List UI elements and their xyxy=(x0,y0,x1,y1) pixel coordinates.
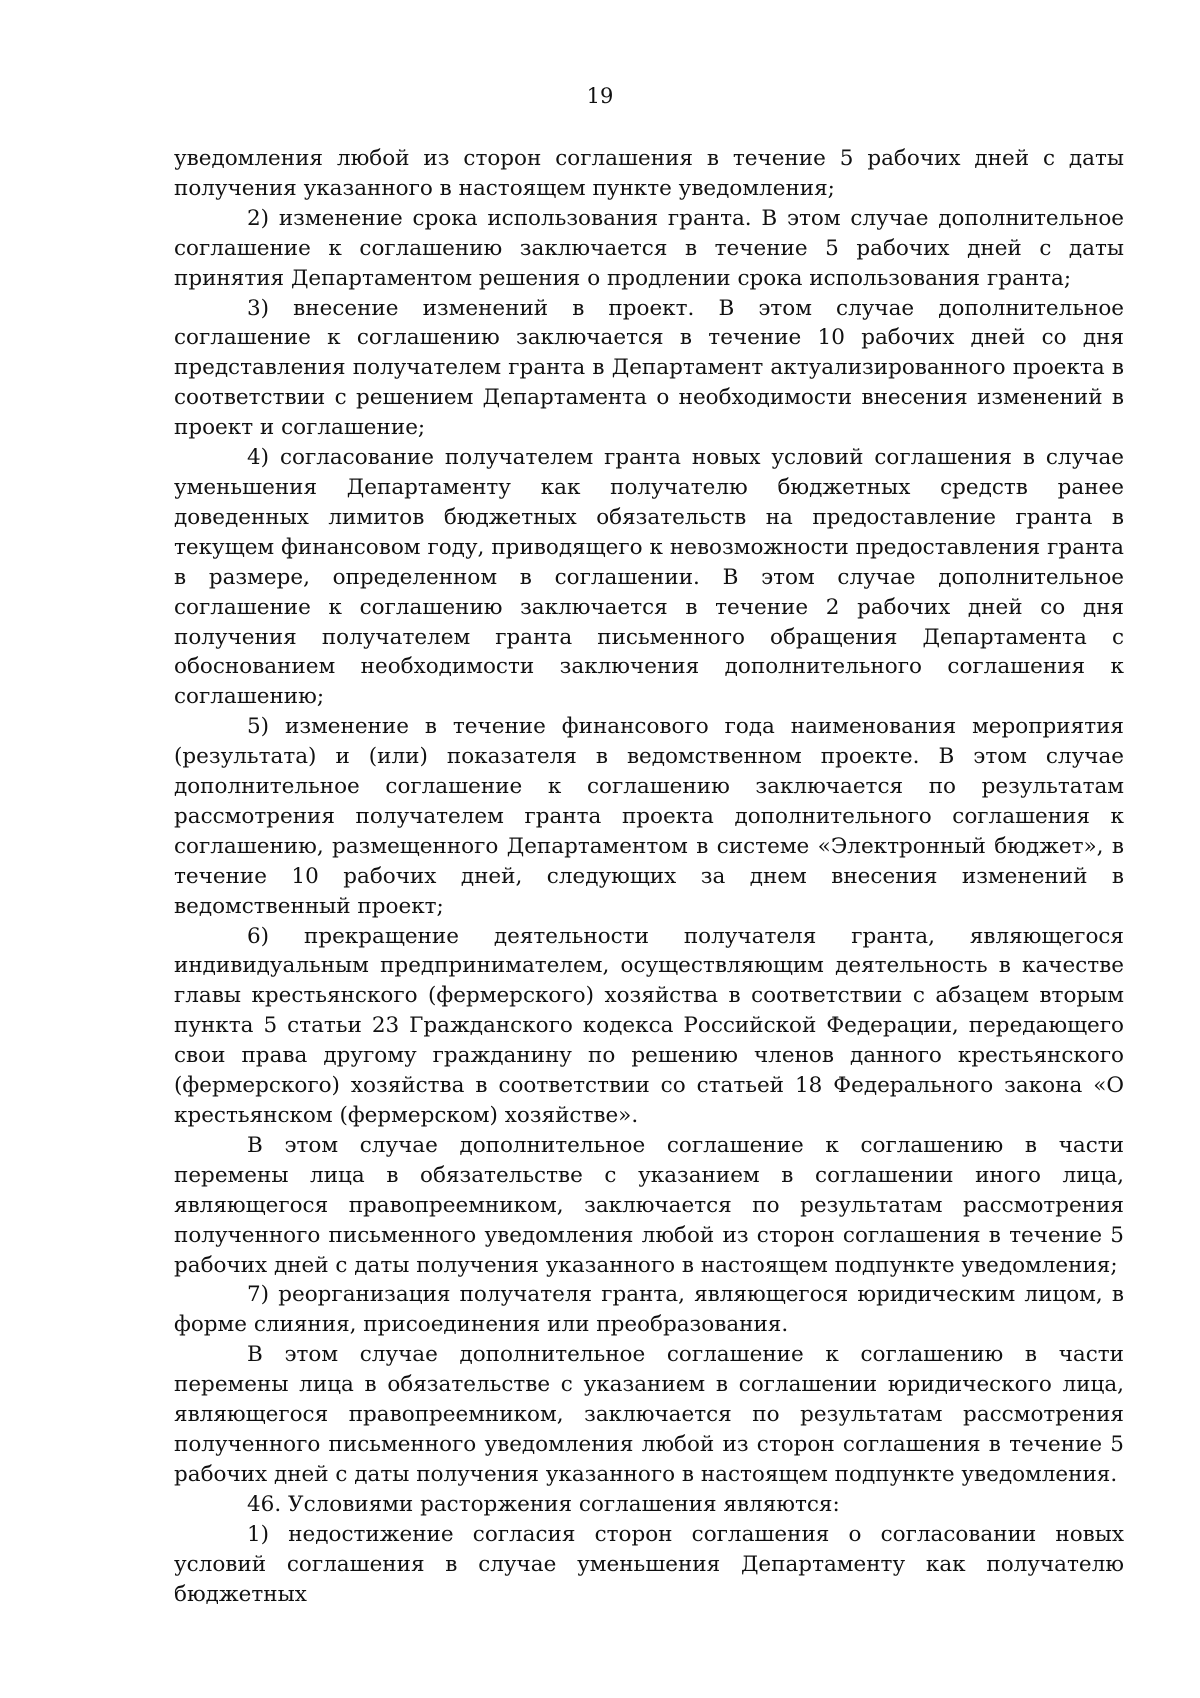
paragraph: уведомления любой из сторон соглашения в течение 5 рабочих дней с даты получения указанного в настоящем пункте уведомления; xyxy=(174,146,1124,201)
last-paragraph: 1) недостижение согласия сторон соглашения о согласовании новых условий соглашения в случае уменьшения Департаменту как получателю бюджетных xyxy=(174,1521,1124,1607)
paragraph: В этом случае дополнительное соглашение к соглашению в части перемены лица в обязательстве с указанием в соглашении иного лица, являющегося правопреемником, заключается по результатам рассмотрения полученного письменного уведомления любой из сторон соглашения в течение 5 рабочих дней с даты получения указанного в настоящем подпункте уведомления; xyxy=(174,1132,1124,1278)
paragraph: 46. Условиями расторжения соглашения являются: xyxy=(247,1491,840,1517)
paragraph: 3) внесение изменений в проект. В этом случае дополнительное соглашение к соглашению заключается в течение 10 рабочих дней со дня представления получателем гранта в Департамент актуализированного проекта в соответствии с решением Департамента о необходимости внесения изменений в проект и соглашение; xyxy=(174,295,1124,441)
paragraph: В этом случае дополнительное соглашение к соглашению в части перемены лица в обязательстве с указанием в соглашении юридического лица, являющегося правопреемником, заключается по результатам рассмотрения полученного письменного уведомления любой из сторон соглашения в течение 5 рабочих дней с даты получения указанного в настоящем подпункте уведомления. xyxy=(174,1342,1124,1487)
paragraph: 2) изменение срока использования гранта. В этом случае дополнительное соглашение к соглашению заключается в течение 5 рабочих дней с даты принятия Департаментом решения о продлении срока использования гранта; xyxy=(174,205,1124,291)
page-number: 19 xyxy=(586,84,614,108)
paragraph: 5) изменение в течение финансового года наименования мероприятия (результата) и (или) показателя в ведомственном проекте. В этом случае дополнительное соглашение к соглашению заключается по результатам рассмотрения получателем гранта проекта дополнительного соглашения к соглашению, размещенного Департаментом в системе «Электронный бюджет», в течение 10 рабочих дней, следующих за днем внесения изменений в ведомственный проект; xyxy=(174,714,1124,919)
document-body xyxy=(174,144,1124,1609)
paragraph: 7) реорганизация получателя гранта, являющегося юридическим лицом, в форме слияния, присоединения или преобразования. xyxy=(174,1282,1124,1338)
paragraph: 6) прекращение деятельности получателя гранта, являющегося индивидуальным предпринимателем, осуществляющим деятельность в качестве главы крестьянского (фермерского) хозяйства в соответствии с абзацем вторым пункта 5 статьи 23 Гражданского кодекса Российской Федерации, передающего свои права другому гражданину по решению членов данного крестьянского (фермерского) хозяйства в соответствии со статьей 18 Федерального закона «О крестьянском (фермерском) хозяйстве». xyxy=(174,923,1124,1128)
paragraph: 4) согласование получателем гранта новых условий соглашения в случае уменьшения Департаменту как получателю бюджетных средств ранее доведенных лимитов бюджетных обязательств на предоставление гранта в текущем финансовом году, приводящего к невозможности предоставления гранта в размере, определенном в соглашении. В этом случае дополнительное соглашение к соглашению заключается в течение 2 рабочих дней со дня получения получателем гранта письменного обращения Департамента с обоснованием необходимости заключения дополнительного соглашения к соглашению; xyxy=(174,445,1124,710)
